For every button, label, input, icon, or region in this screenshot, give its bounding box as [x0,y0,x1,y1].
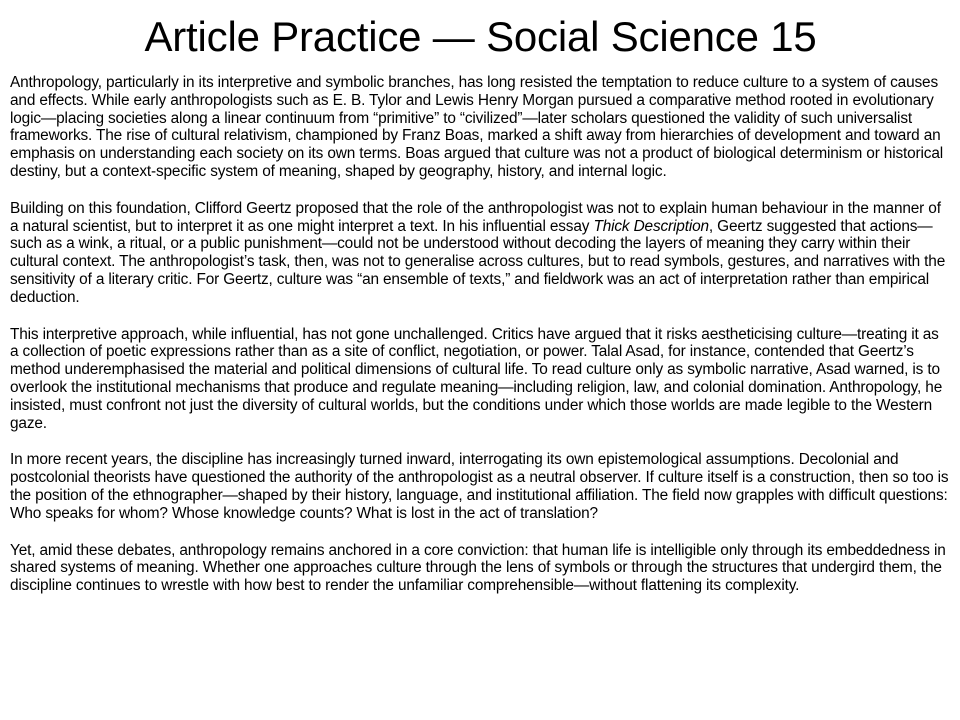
paragraph-5: Yet, amid these debates, anthropology remains anchored in a core conviction: that human life is intelligible only through its embeddedness in shared systems of meaning. Whether one approaches culture through the lens of symbols or through the structures that undergird them, the discipline continues to wrestle with how best to render the unfamiliar comprehensible—without flattening its complexity. [10,541,946,595]
paragraph-2 [10,200,951,307]
paragraph-1: Anthropology, particularly in its interpretive and symbolic branches, has long resisted the temptation to reduce culture to a system of causes and effects. While early anthropologists such as E. B. Tylor and Lewis Henry Morgan pursued a comparative method rooted in evolutionary logic—placing societies along a linear continuum from “primitive” to “civilized”—later scholars questioned the validity of such universalist frameworks. The rise of cultural relativism, championed by Franz Boas, marked a shift away from hierarchies of development and toward an emphasis on understanding each society on its own terms. Boas argued that culture was not a product of biological determinism or historical destiny, but a context-specific system of meaning, shaped by geography, history, and internal logic. [10,74,944,180]
paragraph-3: This interpretive approach, while influential, has not gone unchallenged. Critics have argued that it risks aestheticising culture—treating it as a collection of poetic expressions rather than as a site of conflict, negotiation, or power. Talal Asad, for instance, contended that Geertz’s method underemphasised the material and political dimensions of cultural life. To read culture only as symbolic narrative, Asad warned, is to overlook the institutional mechanisms that produce and regulate meaning—including religion, law, and colonial domination. Anthropology, he insisted, must confront not just the diversity of cultural worlds, but the conditions under which those worlds are made legible to the Western gaze. [10,325,943,432]
article-body [10,74,951,595]
essay-title-italic: Thick Description [593,217,709,235]
paragraph-4: In more recent years, the discipline has increasingly turned inward, interrogating its own epistemological assumptions. Decolonial and postcolonial theorists have questioned the authority of the anthropologist as a neutral observer. If culture itself is a construction, then so too is the position of the ethnographer—shaped by their history, language, and institutional affiliation. The field now grapples with difficult questions: Who speaks for whom? Whose knowledge counts? What is lost in the act of translation? [10,451,949,522]
page-title: Article Practice — Social Science 15 [144,13,817,60]
paragraph-2-text-after: , Geertz suggested that actions—such as a wink, a ritual, or a public punishment—could not be understood without decoding the layers of meaning they carry within their cultural context. The anthropologist’s task, then, was not to generalise across cultures, but to read symbols, gestures, and narratives with the sensitivity of a literary critic. For Geertz, culture was “an ensemble of texts,” and fieldwork was an act of interpretation rather than empirical deduction. [10,217,946,306]
paragraph-2-text-before: Building on this foundation, Clifford Geertz proposed that the role of the anthropologist was not to explain human behaviour in the manner of a natural scientist, but to interpret it as one might interpret a text. In his influential essay [10,199,941,235]
